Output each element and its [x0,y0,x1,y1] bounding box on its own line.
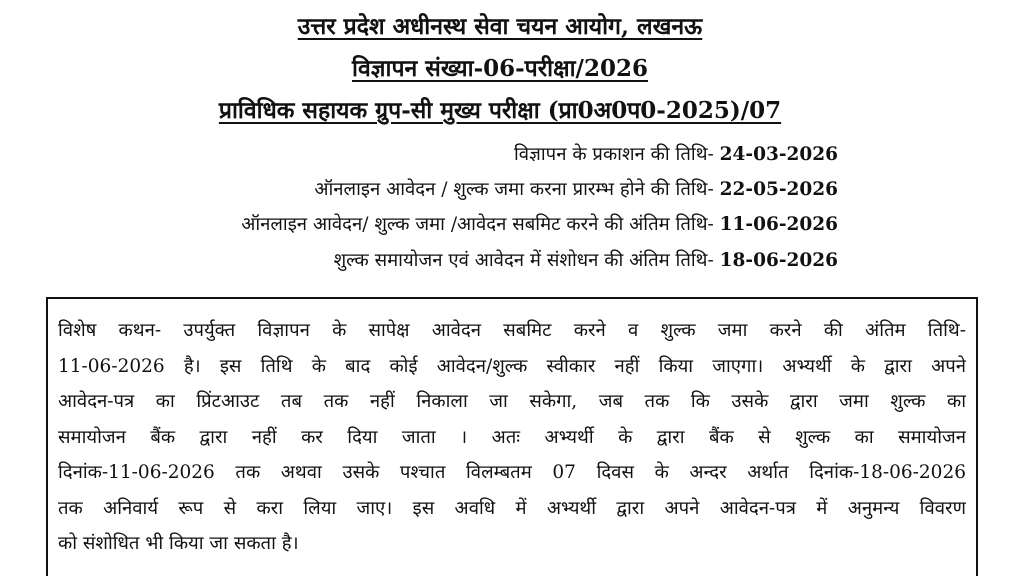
date-line-correction-deadline [334,248,838,274]
notice-line: समायोजन बैंक द्वारा नहीं कर दिया जाता । अतः अभ्यर्थी के द्वारा बैंक से शुल्क का समायोजन [58,426,966,448]
date-label: ऑनलाइन आवेदन/ शुल्क जमा /आवेदन सबमिट करने की अंतिम तिथि- [241,214,714,235]
date-line-application-start [314,177,838,203]
advertisement-number-text: विज्ञापन संख्या-06-परीक्षा/2026 [352,55,648,82]
date-value: 18-06-2026 [719,250,838,271]
notice-line: को संशोधित भी किया जा सकता है। [58,533,299,554]
date-value: 22-05-2026 [719,179,838,200]
date-line-submission-deadline [241,212,838,238]
notice-line: तक अनिवार्य रूप से करा लिया जाए। इस अवधि में अभ्यर्थी द्वारा अपने आवेदन-पत्र में अनुमन्य विवरण [58,497,966,519]
date-label: विज्ञापन के प्रकाशन की तिथि- [513,144,714,165]
date-value: 24-03-2026 [719,144,838,165]
date-label: शुल्क समायोजन एवं आवेदन में संशोधन की अंतिम तिथि- [333,250,714,271]
exam-title-text: प्राविधिक सहायक ग्रुप-सी मुख्य परीक्षा (प्रा0अ0प0-2025)/07 [218,97,782,124]
notice-line: 11-06-2026 है। इस तिथि के बाद कोई आवेदन/शुल्क स्वीकार नहीं किया जाएगा। अभ्यर्थी के द्वारा अपने [58,355,966,377]
advertisement-number [150,54,850,84]
commission-title [150,12,850,42]
special-notice-box [46,297,978,576]
notice-line: आवेदन-पत्र का प्रिंटआउट तब तक नहीं निकाला जा सकेगा, जब तक कि उसके द्वारा जमा शुल्क का [58,391,966,412]
exam-title [150,96,850,126]
commission-title-text: उत्तर प्रदेश अधीनस्थ सेवा चयन आयोग, लखनऊ [297,13,703,40]
notice-line: दिनांक-11-06-2026 तक अथवा उसके पश्चात विलम्बतम 07 दिवस के अन्दर अर्थात दिनांक-18-06-2026 [58,462,966,483]
notice-line: विशेष कथन- उपर्युक्त विज्ञापन के सापेक्ष आवेदन सबमिट करने व शुल्क जमा करने की अंतिम तिथि- [58,320,966,341]
date-value: 11-06-2026 [719,214,838,235]
date-label: ऑनलाइन आवेदन / शुल्क जमा करना प्रारम्भ होने की तिथि- [314,179,714,200]
date-line-publication [514,142,838,168]
